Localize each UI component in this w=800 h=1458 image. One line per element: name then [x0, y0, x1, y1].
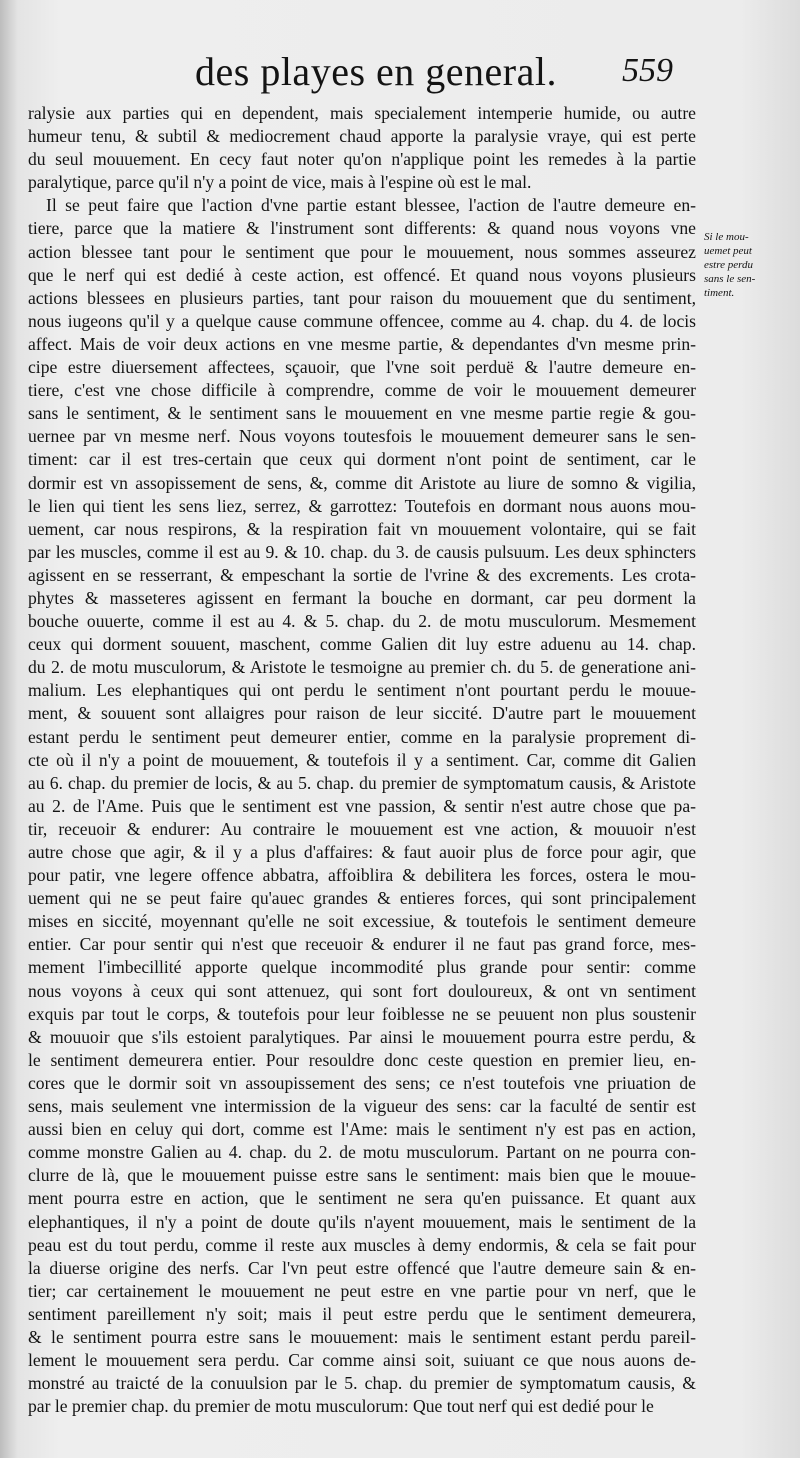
text-line: uement, car nous respirons, & la respiration fait vn mouuement volontaire, qui se fait	[28, 518, 696, 539]
text-line: cte où il n'y a point de mouuement, & toutefois il y a sentiment. Car, comme dit Galien	[28, 749, 696, 770]
text-line: tier; car certainement le mouuement ne peut estre en vne partie pour vn nerf, que le	[28, 1280, 696, 1301]
text-line: par les muscles, comme il est au 9. & 10. chap. du 3. de causis pulsuum. Les deux sphincters	[28, 541, 696, 562]
text-line: malium. Les elephantiques qui ont perdu le sentiment n'ont pourtant perdu le mouue-	[28, 680, 696, 701]
text-line: cores que le dormir soit vn assoupissement des sens; ce n'est toutefois vne priuation de	[28, 1072, 696, 1093]
text-line: elephantiques, il n'y a point de doute qu'ils n'ayent mouuement, mais le sentiment de la	[28, 1211, 696, 1232]
text-line: par le premier chap. du premier de motu musculorum: Que tout nerf qui est dedié pour le	[28, 1396, 654, 1417]
text-line: le lien qui tient les sens liez, serrez, & garrottez: Toutefois en dormant nous auons mou-	[28, 495, 696, 516]
text-line: au 2. de l'Ame. Puis que le sentiment est vne passion, & sentir n'est autre chose que pa-	[28, 795, 696, 816]
text-line: uernee par vn mesme nerf. Nous voyons toutesfois le mouuement demeurer sans le sen-	[28, 426, 696, 447]
text-line: phytes & masseteres agissent en fermant la bouche en dormant, car peu dorment la	[28, 587, 696, 608]
text-line: affect. Mais de voir deux actions en vne mesme partie, & dependantes d'vn mesme prin-	[28, 333, 696, 354]
text-line: du 2. de motu musculorum, & Aristote le tesmoigne au premier ch. du 5. de generatione ani-	[28, 657, 696, 678]
text-line: agissent en se resserrant, & empeschant la sortie de l'vrine & des excrements. Les crota-	[28, 564, 696, 585]
text-line: tiere, c'est vne chose difficile à comprendre, comme de voir le mouuement demeurer	[28, 380, 696, 401]
text-line: sans le sentiment, & le sentiment sans le mouuement en vne mesme partie regie & gou-	[28, 403, 696, 424]
text-line: la diuerse origine des nerfs. Car l'vn peut estre offencé que l'autre demeure sain & en-	[28, 1257, 696, 1278]
text-line: cipe estre diuersement affectees, sçauoir, que l'vne soit perduë & l'autre demeure en-	[28, 357, 696, 378]
margin-note-line: uemet peut	[704, 245, 752, 257]
text-line: timent: car il est tres-certain que ceux qui dorment n'ont point de sentiment, car le	[28, 449, 696, 470]
text-line: dormir est vn assopissement de sens, &, comme dit Aristote au liure de somno & vigilia,	[28, 472, 696, 493]
page-number: 559	[622, 52, 673, 89]
text-line: uement qui ne se peut faire qu'auec grandes & entieres forces, qui sont principalement	[28, 888, 696, 909]
text-line: autre chose que agir, & il y a plus d'affaires: & faut auoir plus de force pour agir, que	[28, 842, 696, 862]
text-line: bouche ouuerte, comme il est au 4. & 5. chap. du 2. de motu musculorum. Mesmement	[28, 611, 696, 632]
text-line: entier. Car pour sentir qui n'est que receuoir & endurer il ne faut pas grand force, mes-	[28, 934, 696, 955]
text-line: & le sentiment pourra estre sans le mouuement: mais le sentiment estant perdu pareil-	[28, 1326, 696, 1347]
text-line: paralytique, parce qu'il n'y a point de vice, mais à l'espine où est le mal.	[28, 172, 532, 193]
text-line: estant perdu le sentiment peut demeurer entier, comme en la paralysie proprement di-	[28, 726, 696, 747]
text-line: pour patir, vne legere offence abbatra, affoiblira & debilitera les forces, ostera le mou-	[28, 865, 696, 886]
text-line: mises en siccité, moyennant qu'elle ne soit excessiue, & toutefois le sentiment demeure	[28, 911, 696, 932]
text-line: lement le mouuement sera perdu. Car comme ainsi soit, suiuant ce que nous auons de-	[28, 1350, 696, 1371]
text-line: & mouuoir que s'ils estoient paralytiques. Par ainsi le mouuement pourra estre perdu, &	[28, 1026, 696, 1047]
text-line: ment pourra estre en action, que le sentiment ne sera qu'en puissance. Et quant aux	[28, 1188, 696, 1209]
text-line: humeur tenu, & subtil & mediocrement chaud apporte la paralysie vraye, qui est perte	[28, 126, 696, 147]
text-line: nous iugeons qu'il y a quelque cause commune offencee, comme au 4. chap. du 4. de locis	[28, 310, 696, 331]
margin-note	[704, 230, 796, 300]
margin-note-line: estre perdu	[704, 259, 753, 271]
text-line: ralysie aux parties qui en dependent, mais specialement intemperie humide, ou autre	[28, 103, 696, 123]
text-line: peau est du tout perdu, comme il reste aux muscles à demy endormis, & cela se fait pour	[28, 1234, 696, 1255]
text-line: comme monstre Galien au 4. chap. du 2. de motu musculorum. Partant on ne pourra con-	[28, 1142, 696, 1163]
margin-note-line: sans le sen-	[704, 273, 756, 285]
text-line: mement l'imbecillité apporte quelque incommodité plus grande pour sentir: comme	[28, 957, 696, 978]
text-line: aussi bien en celuy qui dort, comme est l'Ame: mais le sentiment n'y est pas en action,	[28, 1119, 696, 1140]
text-line: exquis par tout le corps, & toutefois pour leur foiblesse ne se peuuent non plus soustenir	[28, 1003, 696, 1024]
text-line: du seul mouuement. En cecy faut noter qu'on n'applique point les remedes à la partie	[28, 149, 696, 170]
text-line: monstré au traicté de la conuulsion par le 5. chap. du premier de symptomatum causis, &	[28, 1373, 696, 1394]
page-header	[0, 40, 800, 100]
text-line: action blessee tant pour le sentiment que pour le mouuement, nous sommes asseurez	[28, 241, 696, 262]
body-text	[28, 102, 696, 1418]
text-line: sentiment pareillement n'y soit; mais il peut estre perdu que le sentiment demeurera,	[28, 1303, 696, 1324]
text-line: clurre de là, que le mouuement puisse estre sans le sentiment: mais bien que le mouue-	[28, 1165, 696, 1186]
text-line: ceux qui dorment souuent, maschent, comme Galien dit luy estre aduenu au 14. chap.	[28, 634, 696, 655]
text-line: actions blessees en plusieurs parties, tant pour raison du mouuement que du sentiment,	[28, 287, 696, 308]
text-line: sens, mais seulement vne intermission de la vigueur des sens: car la faculté de sentir est	[28, 1096, 696, 1117]
margin-note-line: timent.	[704, 287, 735, 299]
text-line: tiere, parce que la matiere & l'instrument sont differents: & quand nous voyons vne	[28, 218, 696, 239]
text-line: le sentiment demeurera entier. Pour resouldre donc ceste question en premier lieu, en-	[28, 1049, 696, 1070]
margin-note-line: Si le mou-	[704, 231, 749, 243]
text-line: nous voyons à ceux qui sont attenuez, qui sont fort douloureux, & ont vn sentiment	[28, 980, 696, 1001]
text-line: ment, & souuent sont allaigres pour raison de leur siccité. D'autre part le mouuement	[28, 703, 696, 724]
text-line: tir, receuoir & endurer: Au contraire le mouuement est vne action, & mouuoir n'est	[28, 818, 696, 839]
text-line: que le nerf qui est dedié à ceste action, est offencé. Et quand nous voyons plusieurs	[28, 264, 696, 285]
running-title: des playes en general.	[195, 49, 557, 94]
text-line: au 6. chap. du premier de locis, & au 5. chap. du premier de symptomatum causis, & Aristote	[28, 772, 696, 793]
text-line: Il se peut faire que l'action d'vne partie estant blessee, l'action de l'autre demeure en-	[46, 195, 696, 216]
